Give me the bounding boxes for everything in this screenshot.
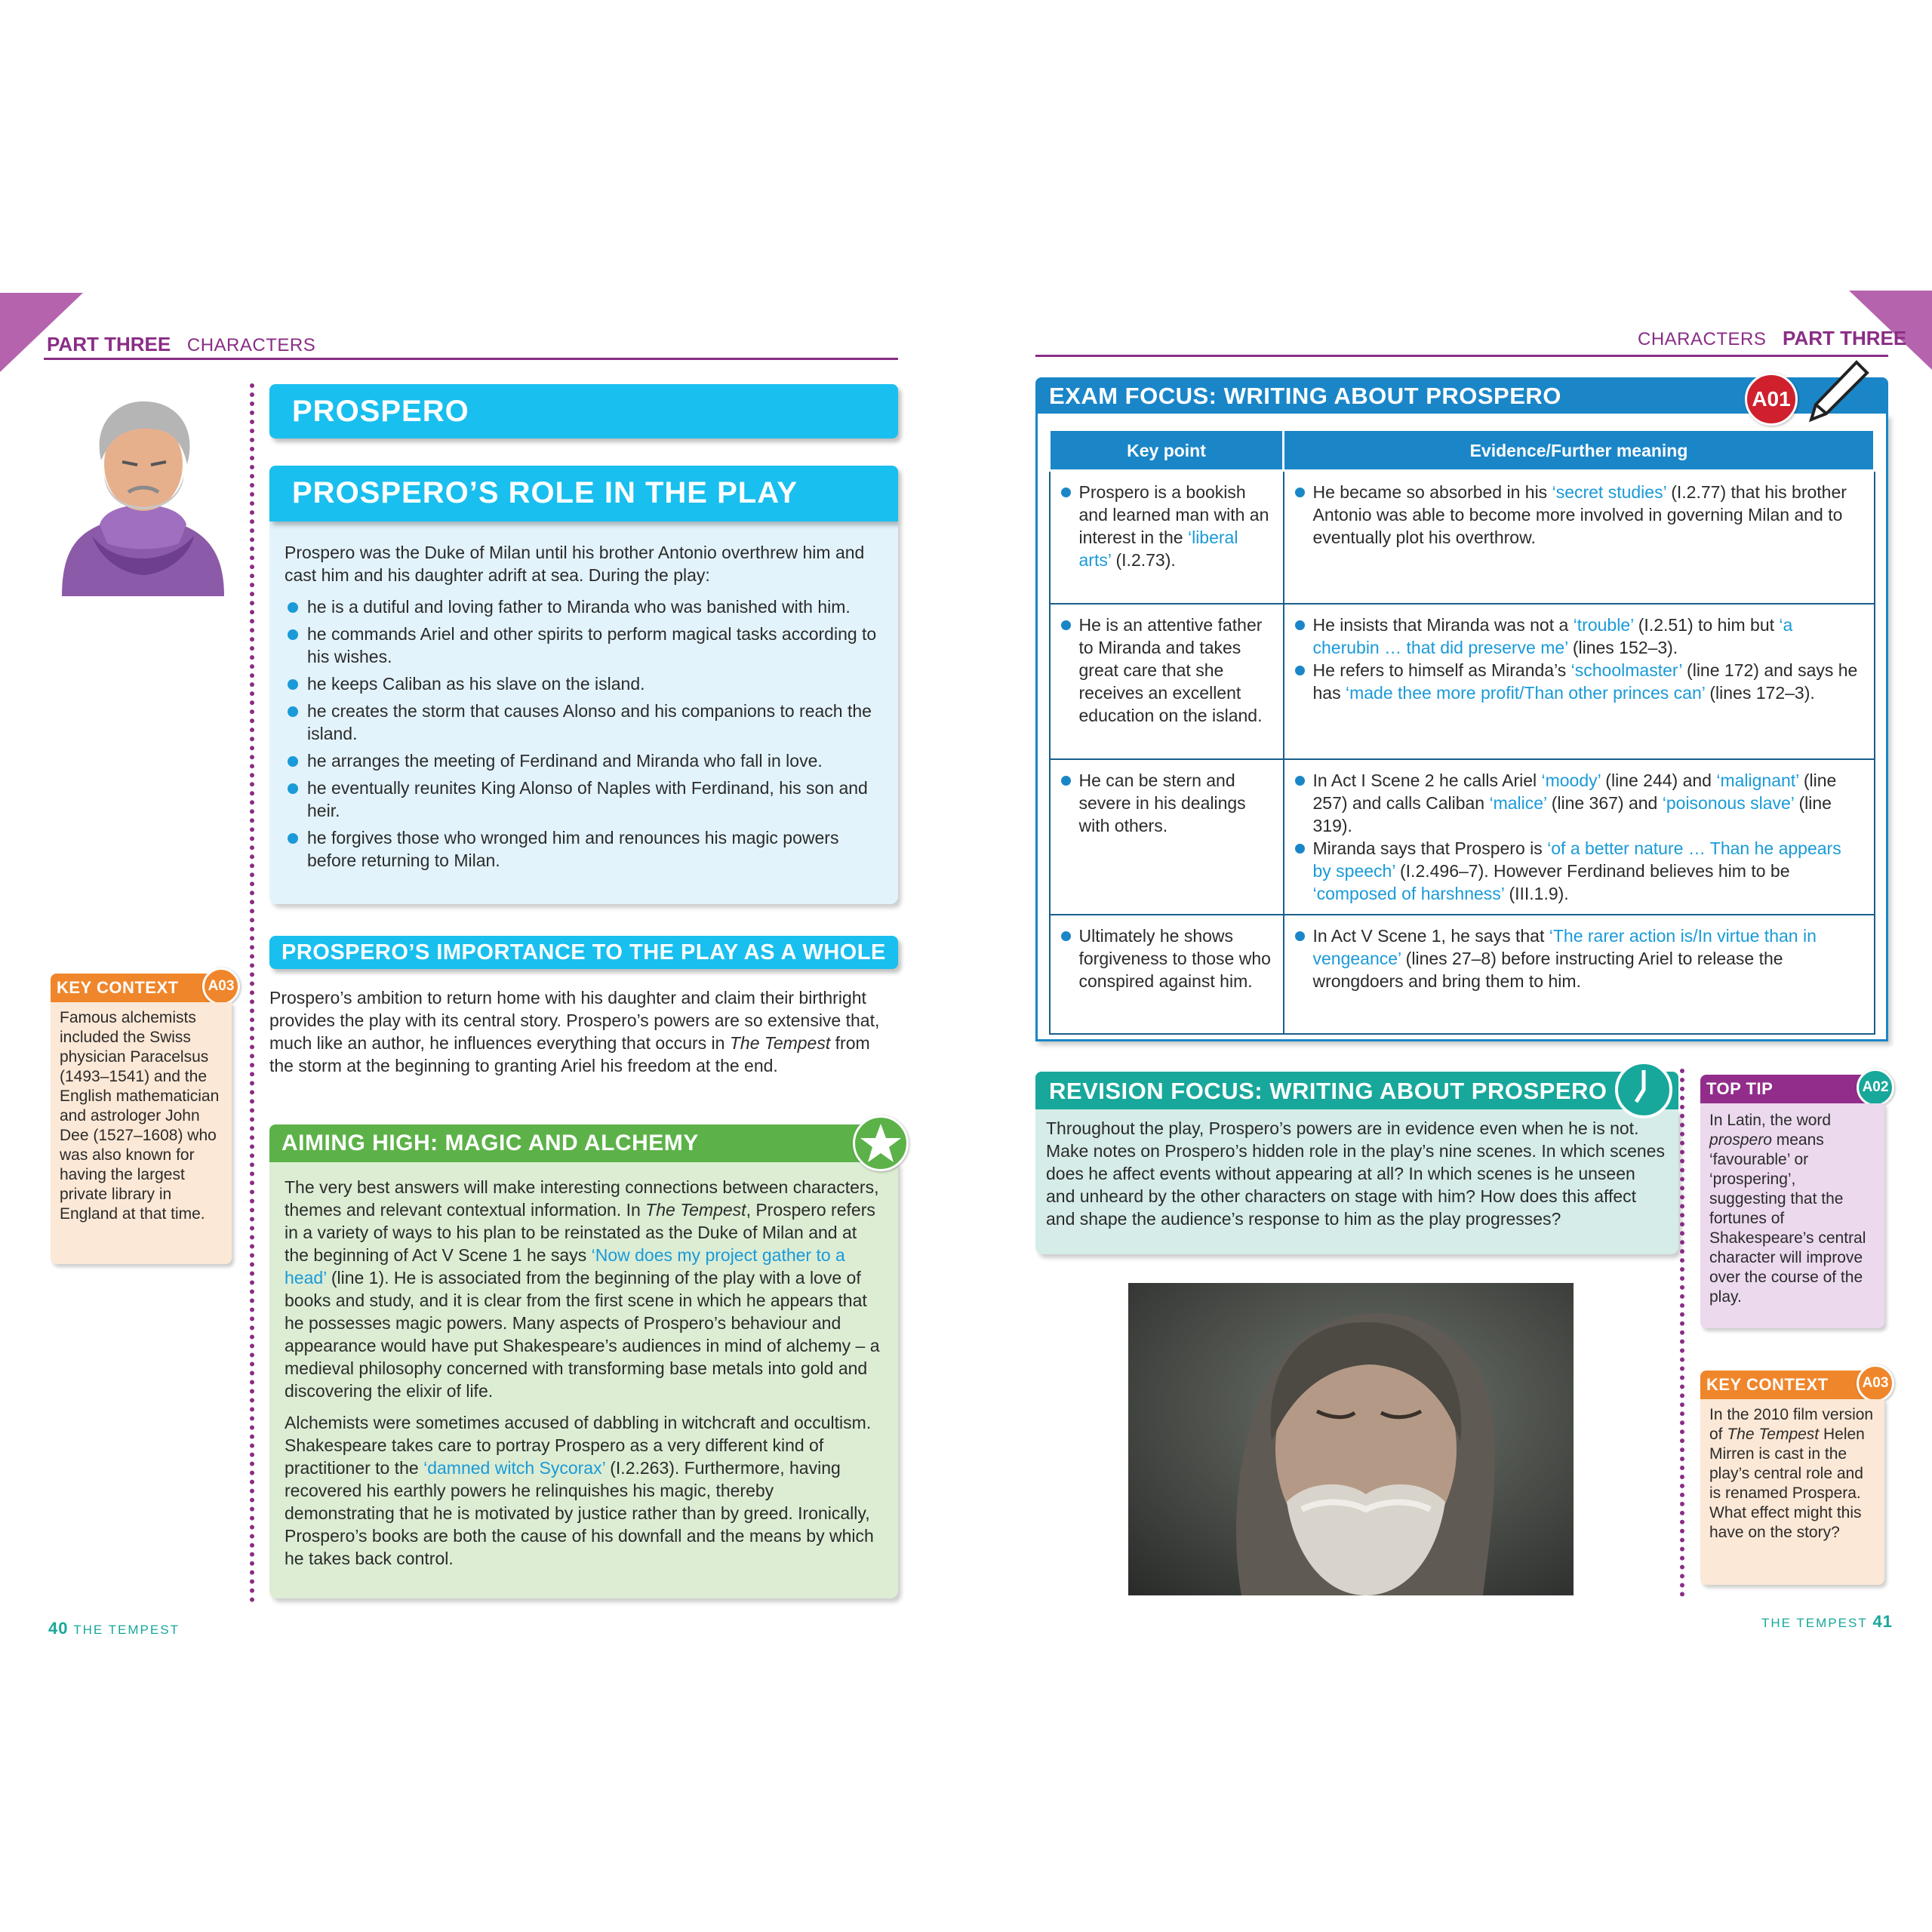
exam-bullet-item: Miranda says that Prospero is ‘of a better nature … Than he appears by speech’ (I.2.496–7). However Ferdinand believes him to be ‘composed of harshness’ (III.1.9). <box>1295 837 1863 905</box>
folio-left: 40 THE TEMPEST <box>48 1619 180 1638</box>
key-context-heading-right: KEY CONTEXT <box>1700 1371 1884 1399</box>
exam-focus-box <box>1035 414 1888 1041</box>
evidence-cell <box>1284 604 1875 759</box>
exam-bullet-item: He became so absorbed in his ‘secret studies’ (I.2.77) that his brother Antonio was able to become more involved in governing Milan and to eventually plot his overthrow. <box>1295 481 1863 549</box>
quotation: ‘malignant’ <box>1716 770 1799 790</box>
quotation: ‘of a better nature … Than he appears by speech’ <box>1312 838 1841 881</box>
exam-bullet-item: He refers to himself as Miranda’s ‘schoolmaster’ (line 172) and says he has ‘made thee more profit/Than other princes can’ (lines 172–3). <box>1295 659 1863 704</box>
exam-table-row <box>1050 604 1875 759</box>
running-head-left <box>47 333 315 356</box>
a03-badge-left: A03 <box>202 968 240 1005</box>
quotation: ‘made thee more profit/Than other princes can’ <box>1345 682 1705 703</box>
exam-bullet-item: He can be stern and severe in his dealings with others. <box>1061 769 1272 837</box>
quotation: ‘malice’ <box>1489 792 1547 813</box>
key-context-heading-left: KEY CONTEXT <box>51 974 232 1002</box>
exam-bullet-item: He insists that Miranda was not a ‘trouble’ (I.2.51) to him but ‘a cherubin … that did preserve me’ (lines 152–3). <box>1295 614 1863 659</box>
col-header-key-point: Key point <box>1050 430 1284 471</box>
aiming-high-p2: Alchemists were sometimes accused of dabbling in witchcraft and occultism. Shakespeare takes care to portray Prospero as a very different kind of practitioner to the ‘damned witch Sycorax’ (I.2.263). Furthermore, having recovered his earthly powers he relinquishes his magic, thereby demonstrating that he is motivated by justice rather than by greed. Ironically, Prospero’s books are both the cause of his downfall and the means by which he takes back control. <box>285 1413 874 1568</box>
role-list <box>285 595 883 872</box>
key-point-cell <box>1050 759 1284 915</box>
quotation: ‘secret studies’ <box>1552 482 1666 502</box>
page-title: PROSPERO <box>269 384 898 438</box>
running-head-right <box>1638 327 1906 350</box>
role-intro: Prospero was the Duke of Milan until his brother Antonio overthrew him and cast him and his daughter adrift at sea. During the play: <box>285 543 865 585</box>
role-item: he creates the storm that causes Alonso and his companions to reach the island. <box>285 700 883 745</box>
star-badge <box>853 1115 909 1171</box>
importance-text: Prospero’s ambition to return home with his daughter and claim their birthright provides the play with its central story. Prospero’s powers are so extensive that, much like an author, he influences everything that occurs in The Tempest from the storm at the beginning to granting Ariel his freedom at the end. <box>269 988 880 1075</box>
key-point-cell <box>1050 915 1284 1034</box>
role-box <box>269 521 898 904</box>
exam-table-row <box>1050 915 1875 1034</box>
quotation: ‘trouble’ <box>1573 614 1634 635</box>
bullet-icon <box>288 783 298 794</box>
exam-table-row <box>1050 471 1875 604</box>
bullet-icon <box>288 833 298 844</box>
exam-bullet-item: Prospero is a bookish and learned man with an interest in the ‘liberal arts’ (I.2.73). <box>1061 481 1272 571</box>
exam-table-body <box>1050 471 1875 1034</box>
bullet-icon <box>1295 488 1305 497</box>
quotation: ‘liberal arts’ <box>1078 528 1238 570</box>
role-item: he commands Ariel and other spirits to perform magical tasks according to his wishes. <box>285 623 883 668</box>
role-item: he arranges the meeting of Ferdinand and Miranda who fall in love. <box>285 749 883 772</box>
quotation: ‘The rarer action is/In virtue than in vengeance’ <box>1312 925 1817 968</box>
dotted-divider-right <box>1680 1069 1684 1597</box>
quotation: ‘moody’ <box>1541 770 1601 790</box>
bullet-icon <box>288 629 298 640</box>
key-point-cell <box>1050 604 1284 759</box>
exam-table <box>1048 429 1875 1035</box>
evidence-cell <box>1284 915 1875 1034</box>
a02-badge: A02 <box>1857 1069 1894 1106</box>
importance-heading: PROSPERO’S IMPORTANCE TO THE PLAY AS A WHOLE <box>269 936 898 969</box>
revision-focus-heading: REVISION FOCUS: WRITING ABOUT PROSPERO <box>1035 1072 1678 1109</box>
quotation: ‘a cherubin … that did preserve me’ <box>1312 614 1793 657</box>
bullet-icon <box>288 679 298 690</box>
a03-badge-right: A03 <box>1857 1364 1894 1402</box>
folio-right: THE TEMPEST 41 <box>1761 1612 1893 1631</box>
bullet-icon <box>1061 776 1071 786</box>
top-tip-box: In Latin, the word prospero means ‘favourable’ or ‘prospering’, suggesting that the fortunes of Shakespeare’s central character will improve over the course of the play. <box>1700 1103 1884 1328</box>
bullet-icon <box>1295 666 1305 675</box>
quotation: ‘poisonous slave’ <box>1662 792 1795 813</box>
header-rule-left <box>44 358 898 360</box>
key-context-box-right: In the 2010 film version of The Tempest Helen Mirren is cast in the play’s central role and is renamed Prospera. What effect might this have on the story? <box>1700 1399 1884 1585</box>
key-point-cell <box>1050 471 1284 604</box>
header-rule-right <box>1035 355 1888 357</box>
evidence-cell <box>1284 471 1875 604</box>
bullet-icon <box>1295 620 1305 630</box>
part-label: PART THREE <box>1783 327 1907 349</box>
bullet-icon <box>1295 776 1305 786</box>
bullet-icon <box>1295 844 1305 854</box>
clock-icon <box>1614 1060 1674 1120</box>
bullet-icon <box>1295 931 1305 941</box>
exam-focus-heading: EXAM FOCUS: WRITING ABOUT PROSPERO <box>1035 377 1888 414</box>
section-label: CHARACTERS <box>1638 329 1767 349</box>
evidence-cell <box>1284 759 1875 915</box>
exam-bullet-item: In Act I Scene 2 he calls Ariel ‘moody’ (line 244) and ‘malignant’ (line 257) and calls Caliban ‘malice’ (line 367) and ‘poisonous slave’ (line 319). <box>1295 769 1863 837</box>
aiming-high-heading: AIMING HIGH: MAGIC AND ALCHEMY <box>269 1124 898 1162</box>
exam-bullet-item: Ultimately he shows forgiveness to those who conspired against him. <box>1061 924 1272 992</box>
exam-bullet-item: In Act V Scene 1, he says that ‘The rarer action is/In virtue than in vengeance’ (lines 27–8) before instructing Ariel to release the wrongdoers and bring them to him. <box>1295 924 1863 992</box>
a01-badge: A01 <box>1745 373 1798 426</box>
bullet-icon <box>288 756 298 767</box>
dotted-divider-left <box>250 383 254 1603</box>
col-header-evidence: Evidence/Further meaning <box>1284 430 1875 471</box>
role-item: he keeps Caliban as his slave on the island. <box>285 672 883 695</box>
bullet-icon <box>1061 620 1071 630</box>
aiming-high-box <box>269 1162 898 1598</box>
old-man-photo <box>1128 1283 1574 1595</box>
bullet-icon <box>288 602 298 613</box>
role-heading: PROSPERO’S ROLE IN THE PLAY <box>269 466 898 521</box>
quotation: ‘schoolmaster’ <box>1571 660 1682 680</box>
revision-focus-box: Throughout the play, Prospero’s powers are in evidence even when he is not. Make notes on Prospero’s hidden role in the play’s nine scenes. In which scenes does he affect events without appearing at all? In which scenes is he unseen and unheard by the other characters on stage with him? How does this affect and shape the audience’s response to him as the play progresses? <box>1035 1109 1678 1254</box>
exam-bullet-item: He is an attentive father to Miranda and takes great care that she receives an excellent education on the island. <box>1061 614 1272 727</box>
part-label: PART THREE <box>47 333 171 355</box>
prospero-illustration <box>47 392 235 596</box>
role-item: he eventually reunites King Alonso of Naples with Ferdinand, his son and heir. <box>285 777 883 822</box>
role-item: he forgives those who wronged him and renounces his magic powers before returning to Milan. <box>285 826 883 872</box>
bullet-icon <box>1061 488 1071 497</box>
exam-table-header-row <box>1050 430 1875 471</box>
role-item: he is a dutiful and loving father to Miranda who was banished with him. <box>285 595 883 618</box>
pencil-icon <box>1804 358 1872 426</box>
key-context-box-left: Famous alchemists included the Swiss physician Paracelsus (1493–1541) and the English mathematician and astrologer John Dee (1527–1608) who was also known for having the largest private library in England at that time. <box>51 1002 232 1264</box>
exam-table-row <box>1050 759 1875 915</box>
star-icon <box>855 1118 906 1169</box>
bullet-icon <box>1061 931 1071 941</box>
quotation: ‘composed of harshness’ <box>1312 883 1505 903</box>
section-label: CHARACTERS <box>186 335 316 355</box>
aiming-high-p1: The very best answers will make interesting connections between characters, themes and relevant contextual information. In The Tempest, Prospero refers in a variety of ways to his plan to be reinstated as the Duke of Milan and at the beginning of Act V Scene 1 he says ‘Now does my project gather to a head’ (line 1). He is associated from the beginning of the play with a love of books and study, and it is clear from the first scene in which he appears that he possesses magic powers. Many aspects of Prospero’s behaviour and appearance would have put Shakespeare’s audiences in mind of alchemy – a medieval philosophy concerned with transforming base metals into gold and discovering the elixir of life. <box>285 1177 880 1401</box>
top-tip-heading: TOP TIP <box>1700 1075 1884 1103</box>
bullet-icon <box>288 706 298 717</box>
